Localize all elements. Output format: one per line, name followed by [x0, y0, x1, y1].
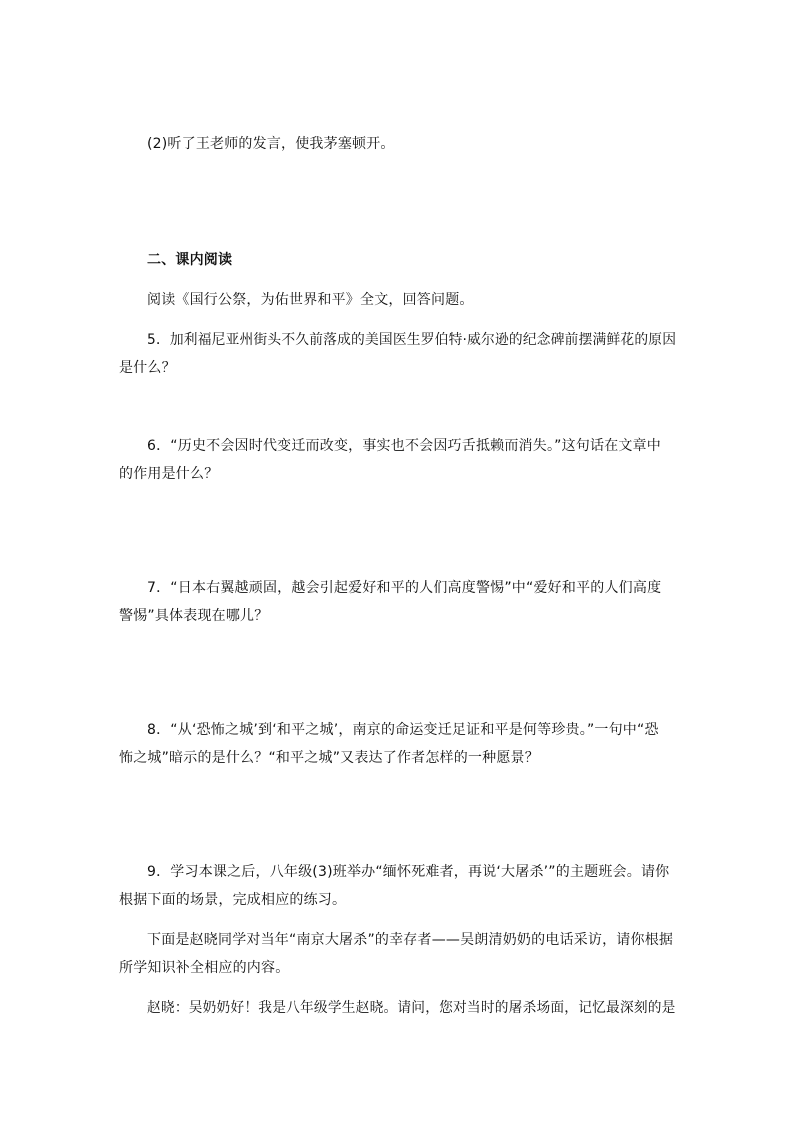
question-9-line-5: 赵晓：吴奶奶好！我是八年级学生赵晓。请问，您对当时的屠杀场面，记忆最深刻的是	[147, 1000, 676, 1016]
question-7-line-2: 警惕”具体表现在哪儿？	[119, 608, 269, 624]
question-8-line-1: 8．“从‘恐怖之城’到‘和平之城’，南京的命运变迁足证和平是何等珍贵。”一句中“恐	[147, 722, 659, 738]
question-9-line-2: 根据下面的场景，完成相应的练习。	[119, 892, 347, 908]
question-5-line-1: 5．加利福尼亚州街头不久前落成的美国医生罗伯特·威尔逊的纪念碑前摆满鲜花的原因	[147, 332, 677, 348]
question-9-line-3: 下面是赵晓同学对当年“南京大屠杀”的幸存者——吴朗清奶奶的电话采访，请你根据	[147, 932, 674, 948]
question-4-item-2: (2)听了王老师的发言，使我茅塞顿开。	[147, 136, 395, 152]
question-6-line-2: 的作用是什么？	[119, 466, 219, 482]
question-5-line-2: 是什么？	[119, 360, 176, 376]
question-7-line-1: 7．“日本右翼越顽固，越会引起爱好和平的人们高度警惕”中“爱好和平的人们高度	[147, 580, 662, 596]
question-8-line-2: 怖之城”暗示的是什么？“和平之城”又表达了作者怎样的一种愿景？	[119, 750, 539, 766]
question-6-line-1: 6．“历史不会因时代变迁而改变，事实也不会因巧舌抵赖而消失。”这句话在文章中	[147, 438, 662, 454]
reading-instruction: 阅读《国行公祭，为佑世界和平》全文，回答问题。	[147, 292, 474, 308]
question-9-line-4: 所学知识补全相应的内容。	[119, 960, 290, 976]
section-heading: 二、课内阅读	[147, 252, 233, 268]
question-9-line-1: 9．学习本课之后，八年级(3)班举办“缅怀死难者，再说‘大屠杀’”的主题班会。请你	[147, 864, 670, 880]
